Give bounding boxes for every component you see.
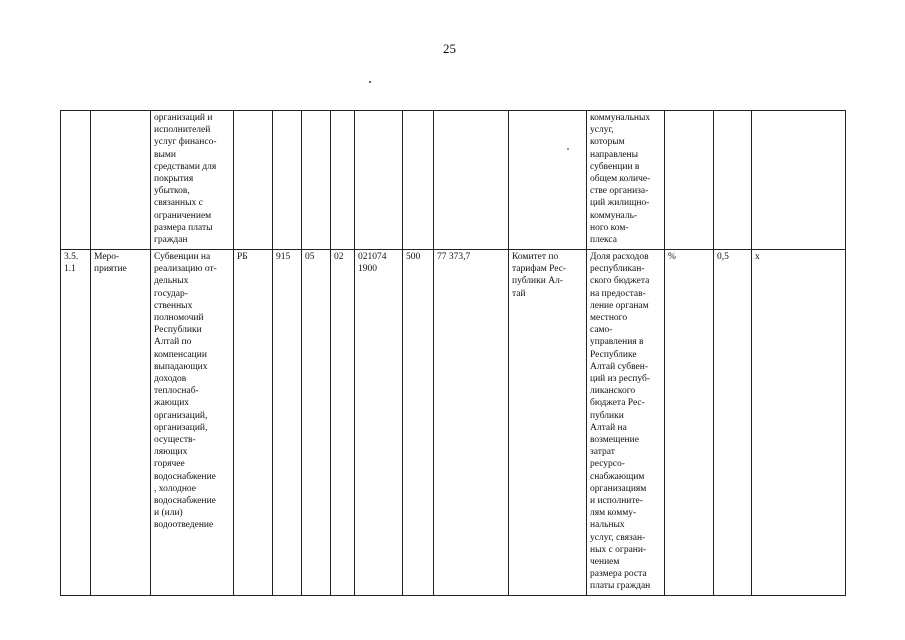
cell-line: ляющих xyxy=(154,447,188,458)
table-cell-value xyxy=(714,111,752,250)
table-cell-number xyxy=(61,111,91,250)
table-cell-code-d xyxy=(355,111,403,250)
cell-line: Меро- xyxy=(94,252,120,262)
cell-line: услуг финансо- xyxy=(154,137,217,148)
cell-line: публики xyxy=(590,410,624,421)
table-cell-code-c xyxy=(331,111,355,250)
table-cell-executor xyxy=(509,250,587,596)
table-cell-type xyxy=(91,250,151,596)
cell-line: приятие xyxy=(94,264,127,275)
cell-line: бюджета Рес- xyxy=(590,398,645,409)
cell-line: и исполните- xyxy=(590,496,643,507)
cell-line: государ- xyxy=(154,288,188,299)
cell-line: местного xyxy=(590,313,628,324)
table-cell-code-d xyxy=(355,250,403,596)
cell-line: коммунальных xyxy=(590,113,651,123)
cell-line: ных с ограни- xyxy=(590,544,647,555)
cell-line: размера роста xyxy=(590,569,647,580)
page-number: 25 xyxy=(443,41,456,56)
cell-line: водоснабжение xyxy=(154,496,216,507)
cell-line: выми xyxy=(154,149,176,160)
cell-line: плекса xyxy=(590,235,617,246)
table-cell-code-e xyxy=(403,250,434,596)
cell-line: покрытия xyxy=(154,174,194,185)
cell-line: выпадающих xyxy=(154,361,208,372)
cell-line: стве организа- xyxy=(590,186,649,197)
cell-line: чением xyxy=(590,557,620,568)
cell-line: Алтай по xyxy=(154,337,192,348)
cell-line: организаций, xyxy=(154,422,208,433)
table-cell-value xyxy=(714,250,752,596)
cell-line: водоотведение xyxy=(154,520,214,531)
cell-line: , холодное xyxy=(154,483,196,494)
cell-line: 1.1 xyxy=(64,264,76,275)
cell-line: коммуналь- xyxy=(590,210,638,221)
cell-line: возмещение xyxy=(590,435,639,446)
cell-line: организациям xyxy=(590,483,647,494)
cell-line: Субвенции на xyxy=(154,252,211,262)
cell-line: на предостав- xyxy=(590,288,646,299)
cell-line: 915 xyxy=(276,252,291,262)
cell-line: 1900 xyxy=(358,264,377,275)
table-cell-code-b xyxy=(302,111,331,250)
cell-line: Доля расходов xyxy=(590,252,649,262)
table-cell-code-e xyxy=(403,111,434,250)
cell-line: направлены xyxy=(590,149,639,160)
table-cell-name xyxy=(151,250,234,596)
cell-line: теплоснаб- xyxy=(154,386,199,397)
cell-line: управления в xyxy=(590,337,644,348)
table-cell-executor xyxy=(509,111,587,250)
table-cell-indicator xyxy=(587,111,665,250)
cell-line: горячее xyxy=(154,459,185,470)
cell-line: реализацию от- xyxy=(154,264,217,275)
cell-line: доходов xyxy=(154,374,187,385)
cell-line: РБ xyxy=(237,252,248,262)
table-row xyxy=(61,111,846,250)
cell-line: Комитет по xyxy=(512,252,559,262)
cell-line: граждан xyxy=(154,235,188,246)
table-cell-unit xyxy=(665,111,714,250)
cell-line: платы граждан xyxy=(590,581,651,592)
cell-line: ского бюджета xyxy=(590,276,650,287)
cell-line: ление органам xyxy=(590,300,649,311)
table-cell-amount xyxy=(434,111,509,250)
cell-line: само- xyxy=(590,325,613,336)
table-cell-code-c xyxy=(331,250,355,596)
cell-line: ресурсо- xyxy=(590,459,625,470)
table-cell-extra xyxy=(752,250,846,596)
cell-line: жающих xyxy=(154,398,190,409)
cell-line: % xyxy=(668,252,676,262)
table-cell-code-a xyxy=(273,111,302,250)
table-cell-unit xyxy=(665,250,714,596)
cell-line: средствами для xyxy=(154,161,217,172)
cell-line: нальных xyxy=(590,520,625,531)
cell-line: которым xyxy=(590,137,625,148)
cell-line: услуг, xyxy=(590,125,614,136)
cell-line: ций жилищно- xyxy=(590,198,650,209)
cell-line: и (или) xyxy=(154,508,183,519)
cell-line: водоснабжение xyxy=(154,471,216,482)
cell-line: дельных xyxy=(154,276,189,287)
cell-line: компенсации xyxy=(154,349,207,360)
table-cell-budget xyxy=(234,111,273,250)
cell-line: ограничением xyxy=(154,210,212,221)
cell-line: 3.5. xyxy=(64,252,79,262)
cell-line: тай xyxy=(512,288,526,299)
cell-line: 021074 xyxy=(358,252,387,262)
cell-line: Алтай на xyxy=(590,422,627,433)
cell-line: Алтай субвен- xyxy=(590,361,648,372)
cell-line: 02 xyxy=(334,252,344,262)
table-row xyxy=(61,250,846,596)
cell-line: организаций, xyxy=(154,410,208,421)
cell-line: исполнителей xyxy=(154,125,211,136)
cell-line: услуг, связан- xyxy=(590,532,646,543)
table-cell-name xyxy=(151,111,234,250)
table-cell-extra xyxy=(752,111,846,250)
cell-line: тарифам Рес- xyxy=(512,264,567,275)
cell-line: 0,5 xyxy=(717,252,729,262)
cell-line: публики Ал- xyxy=(512,276,563,287)
cell-line: 05 xyxy=(305,252,315,262)
budget-measures-table xyxy=(60,110,846,596)
cell-line: убытков, xyxy=(154,186,190,197)
cell-line: ственных xyxy=(154,300,193,311)
cell-line: ций из респуб- xyxy=(590,374,650,385)
cell-line: 500 xyxy=(406,252,421,262)
cell-line: снабжающим xyxy=(590,471,645,482)
table-cell-type xyxy=(91,111,151,250)
cell-line: затрат xyxy=(590,447,615,458)
cell-line: ликанского xyxy=(590,386,636,397)
cell-line: 77 373,7 xyxy=(437,252,471,262)
cell-line: размера платы xyxy=(154,222,213,233)
scan-speck xyxy=(369,81,371,83)
cell-line: республикан- xyxy=(590,264,645,275)
cell-line: Республики xyxy=(154,325,202,336)
table-cell-code-a xyxy=(273,250,302,596)
cell-line: лям комму- xyxy=(590,508,637,519)
cell-line: Республике xyxy=(590,349,637,360)
cell-line: общем количе- xyxy=(590,174,651,185)
cell-line: х xyxy=(755,252,760,262)
table-cell-amount xyxy=(434,250,509,596)
table-cell-code-b xyxy=(302,250,331,596)
table-cell-budget xyxy=(234,250,273,596)
cell-line: связанных с xyxy=(154,198,203,209)
cell-line: ного ком- xyxy=(590,222,629,233)
cell-line: полномочий xyxy=(154,313,204,324)
table-cell-indicator xyxy=(587,250,665,596)
cell-line: организаций и xyxy=(154,113,213,123)
cell-line: субвенции в xyxy=(590,161,640,172)
cell-line: осуществ- xyxy=(154,435,196,446)
table-cell-number xyxy=(61,250,91,596)
